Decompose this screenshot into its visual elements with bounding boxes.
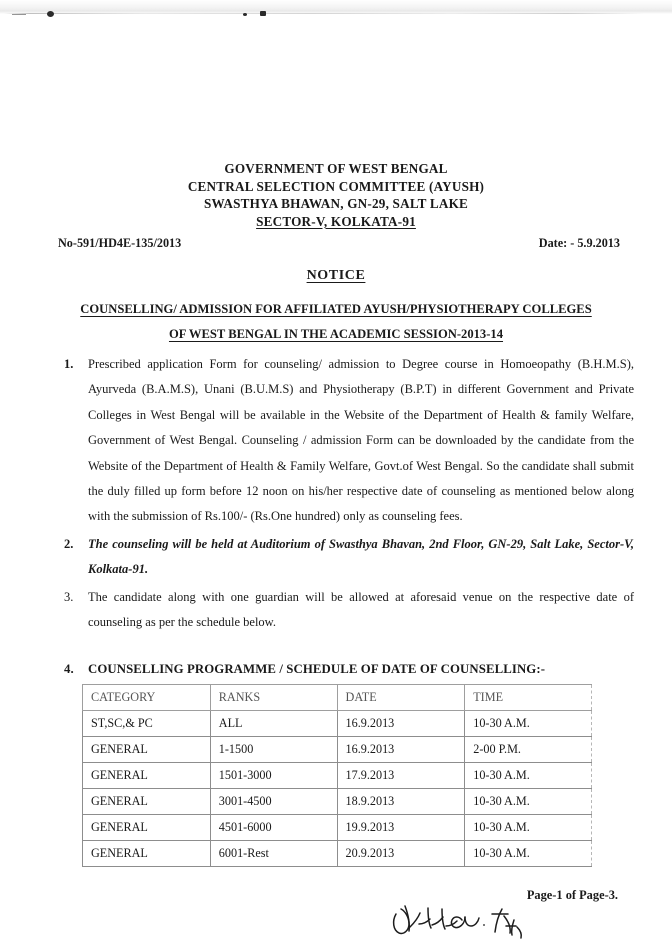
column-header-time: TIME bbox=[465, 685, 592, 711]
clause-item bbox=[62, 532, 634, 583]
memo-date: Date: - 5.9.2013 bbox=[538, 236, 620, 250]
subject-line-1: COUNSELLING/ ADMISSION FOR AFFILIATED AYUSH/PHYSIOTHERAPY COLLEGES bbox=[80, 302, 592, 316]
cell-category: GENERAL bbox=[83, 815, 211, 841]
letterhead-line-1: GOVERNMENT OF WEST BENGAL bbox=[224, 161, 448, 176]
column-header-category: CATEGORY bbox=[83, 685, 211, 711]
cell-time: 10-30 A.M. bbox=[465, 789, 592, 815]
cell-ranks: 4501-6000 bbox=[210, 815, 337, 841]
table-row bbox=[83, 815, 592, 841]
cell-ranks: 3001-4500 bbox=[210, 789, 337, 815]
cell-category: GENERAL bbox=[83, 737, 211, 763]
cell-time: 10-30 A.M. bbox=[465, 815, 592, 841]
letterhead-line-4: SECTOR-V, KOLKATA-91 bbox=[256, 213, 416, 229]
table-row bbox=[83, 711, 592, 737]
cell-ranks: ALL bbox=[210, 711, 337, 737]
cell-time: 10-30 A.M. bbox=[465, 841, 592, 867]
column-header-ranks: RANKS bbox=[210, 685, 337, 711]
letterhead-line-2: CENTRAL SELECTION COMMITTEE (AYUSH) bbox=[187, 178, 485, 194]
cell-date: 17.9.2013 bbox=[337, 763, 465, 789]
cell-date: 16.9.2013 bbox=[337, 711, 465, 737]
table-row bbox=[83, 763, 592, 789]
counselling-schedule-table bbox=[82, 684, 592, 867]
cell-category: GENERAL bbox=[83, 763, 211, 789]
cell-time: 10-30 A.M. bbox=[465, 711, 592, 737]
handwritten-signature bbox=[392, 900, 532, 946]
memo-number: No-591/HD4E-135/2013 bbox=[58, 236, 182, 250]
cell-ranks: 1-1500 bbox=[210, 737, 337, 763]
clause-list bbox=[62, 352, 634, 685]
cell-date: 18.9.2013 bbox=[337, 789, 465, 815]
clause-item bbox=[62, 352, 634, 530]
cell-time: 2-00 P.M. bbox=[465, 737, 592, 763]
page-number-label: Page-1 of Page-3. bbox=[526, 888, 618, 902]
letterhead-line-3: SWASTHYA BHAWAN, GN-29, SALT LAKE bbox=[203, 196, 469, 211]
table-row bbox=[83, 737, 592, 763]
cell-date: 20.9.2013 bbox=[337, 841, 465, 867]
clause-text: Prescribed application Form for counseling/ admission to Degree course in Homoeopathy (B.H.M.S), Ayurveda (B.A.M.S), Unani (B.U.M.S) and Physiotherapy (B.P.T) in different Government and Private Colleges in West Bengal will be available in the Website of the Department of Health & family Welfare, Government of West Bengal. Counseling / admission Form can be downloaded by the candidate from the Website of the Department of Health & Family Welfare, Govt.of West Bengal. So the candidate shall submit the duly filled up form before 12 noon on his/her respective date of counseling as mentioned below along with the submission of Rs.100/- (Rs.One hundred) only as counseling fees. bbox=[88, 357, 634, 524]
table-row bbox=[83, 841, 592, 867]
cell-category: ST,SC,& PC bbox=[83, 711, 211, 737]
clause-text: The counseling will be held at Auditorium of Swasthya Bhavan, 2nd Floor, GN-29, Salt Lake, Sector-V, Kolkata-91. bbox=[88, 536, 634, 577]
subject-heading bbox=[36, 297, 636, 347]
column-header-date: DATE bbox=[337, 685, 465, 711]
letterhead bbox=[0, 160, 672, 230]
clause-item bbox=[62, 585, 634, 636]
clause-number: 4. bbox=[64, 662, 74, 677]
clause-text: The candidate along with one guardian will be allowed at aforesaid venue on the respective date of counseling as per the schedule below. bbox=[88, 589, 634, 630]
cell-ranks: 1501-3000 bbox=[210, 763, 337, 789]
cell-ranks: 6001-Rest bbox=[210, 841, 337, 867]
cell-date: 19.9.2013 bbox=[337, 815, 465, 841]
cell-time: 10-30 A.M. bbox=[465, 763, 592, 789]
cell-category: GENERAL bbox=[83, 789, 211, 815]
clause-number: 1. bbox=[64, 357, 74, 371]
table-row bbox=[83, 789, 592, 815]
subject-line-2: OF WEST BENGAL IN THE ACADEMIC SESSION-2013-14 bbox=[168, 327, 504, 341]
cell-date: 16.9.2013 bbox=[337, 737, 465, 763]
clause-item bbox=[62, 657, 634, 682]
table-header-row bbox=[83, 685, 592, 711]
notice-title: NOTICE bbox=[306, 268, 366, 283]
clause-number: 3. bbox=[64, 589, 74, 604]
clause-number: 2. bbox=[64, 536, 74, 551]
reference-line bbox=[58, 236, 620, 251]
clause-text: COUNSELLING PROGRAMME / SCHEDULE OF DATE OF COUNSELLING:- bbox=[88, 662, 546, 677]
cell-category: GENERAL bbox=[83, 841, 211, 867]
